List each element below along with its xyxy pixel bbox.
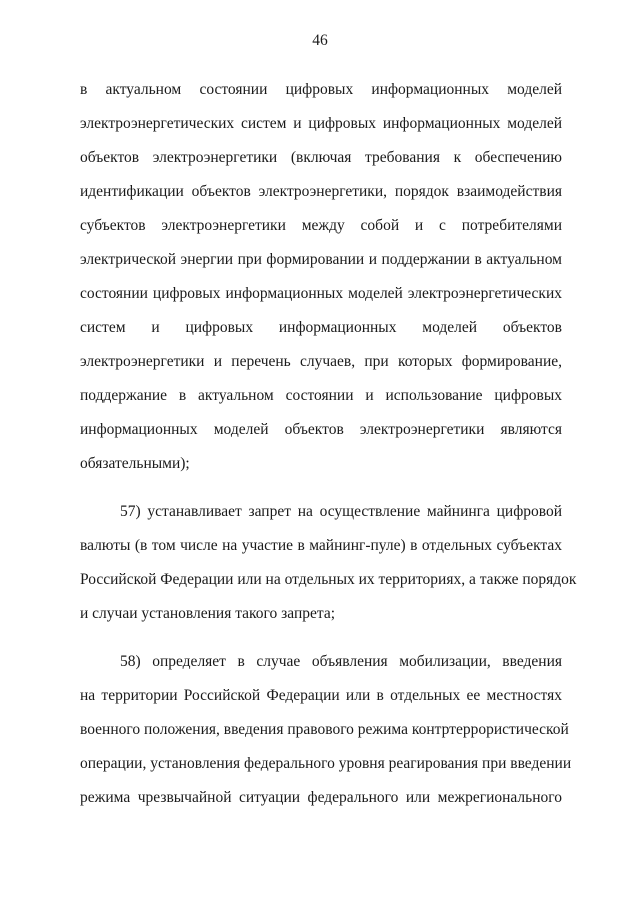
text-line: 58) определяет в случае объявления мобилизации, введения (120, 653, 562, 670)
page-body (80, 76, 577, 818)
paragraph-digital-models (80, 76, 562, 484)
text-line: военного положения, введения правового режима контртеррористической (80, 721, 569, 738)
text-line: электроэнергетики и перечень случаев, при которых формирование, (80, 353, 562, 370)
text-line: субъектов электроэнергетики между собой и с потребителями (80, 217, 562, 234)
text-line: на территории Российской Федерации или в отдельных ее местностях (80, 687, 562, 704)
text-line: состоянии цифровых информационных моделей электроэнергетических (80, 285, 562, 302)
text-line: операции, установления федерального уровня реагирования при введении (80, 755, 572, 772)
paragraph-item-58 (80, 648, 572, 818)
text-line: электрической энергии при формировании и поддержании в актуальном (80, 251, 562, 268)
text-line: обязательными); (80, 455, 190, 472)
text-line: в актуальном состоянии цифровых информационных моделей (80, 81, 562, 98)
text-line: идентификации объектов электроэнергетики, порядок взаимодействия (80, 183, 562, 200)
page-number: 46 (312, 32, 328, 49)
paragraph-item-57 (80, 498, 577, 634)
text-line: информационных моделей объектов электроэнергетики являются (80, 421, 562, 438)
text-line: систем и цифровых информационных моделей объектов (80, 319, 562, 336)
text-line: Российской Федерации или на отдельных их территориях, а также порядок (80, 571, 577, 588)
text-line: режима чрезвычайной ситуации федерального или межрегионального (80, 789, 562, 806)
text-line: валюты (в том числе на участие в майнинг-пуле) в отдельных субъектах (80, 537, 562, 554)
text-line: поддержание в актуальном состоянии и использование цифровых (80, 387, 562, 404)
text-line: объектов электроэнергетики (включая требования к обеспечению (80, 149, 562, 166)
text-line: 57) устанавливает запрет на осуществление майнинга цифровой (120, 503, 562, 520)
text-line: электроэнергетических систем и цифровых информационных моделей (80, 115, 562, 132)
text-line: и случаи установления такого запрета; (80, 605, 336, 622)
